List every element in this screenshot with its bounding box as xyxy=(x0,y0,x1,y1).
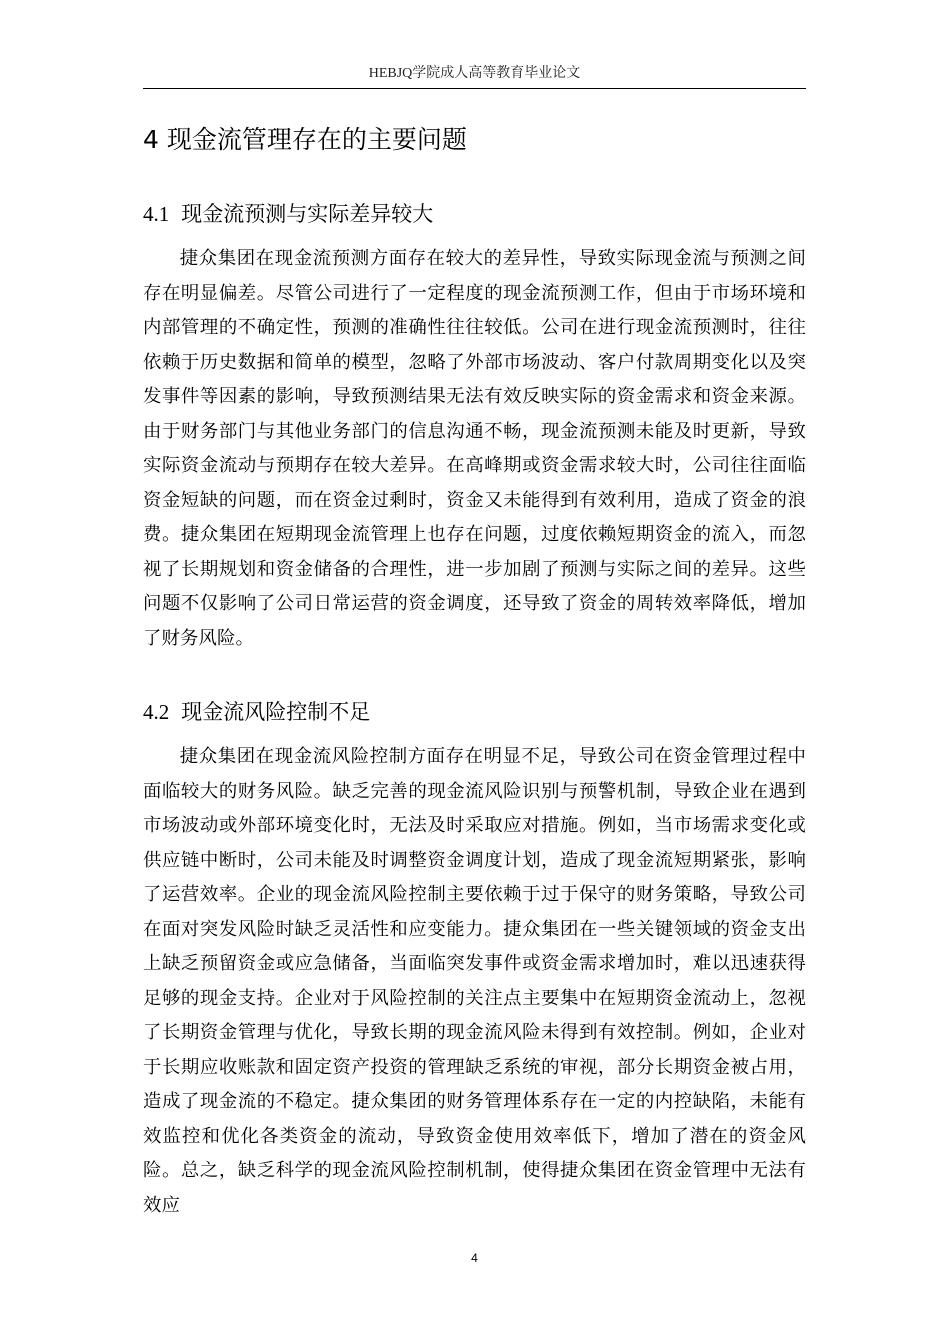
page-header: HEBJQ学院成人高等教育毕业论文 xyxy=(368,66,581,81)
section-heading-4-1 xyxy=(143,199,433,229)
section-4-2-paragraph: 捷众集团在现金流风险控制方面存在明显不足，导致公司在资金管理过程中面临较大的财务风险。缺乏完善的现金流风险识别与预警机制，导致企业在遇到市场波动或外部环境变化时，无法及时采取应对措施。例如，当市场需求变化或供应链中断时，公司未能及时调整资金调度计划，造成了现金流短期紧张，影响了运营效率。企业的现金流风险控制主要依赖于过于保守的财务策略，导致公司在面对突发风险时缺乏灵活性和应变能力。捷众集团在一些关键领域的资金支出上缺乏预留资金或应急储备，当面临突发事件或资金需求增加时，难以迅速获得足够的现金支持。企业对于风险控制的关注点主要集中在短期资金流动上，忽视了长期资金管理与优化，导致长期的现金流风险未得到有效控制。例如，企业对于长期应收账款和固定资产投资的管理缺乏系统的审视，部分长期资金被占用，造成了现金流的不稳定。捷众集团的财务管理体系存在一定的内控缺陷，未能有效监控和优化各类资金的流动，导致资金使用效率低下，增加了潜在的资金风险。总之，缺乏科学的现金流风险控制机制，使得捷众集团在资金管理中无法有效应 xyxy=(143,746,806,1216)
section-heading-4-2 xyxy=(143,697,370,727)
section-number: 4.1 xyxy=(143,202,170,226)
chapter-title: 4 现金流管理存在的主要问题 xyxy=(143,125,467,154)
section-number: 4.2 xyxy=(143,700,170,724)
section-title-text: 现金流风险控制不足 xyxy=(181,700,371,724)
section-title-text: 现金流预测与实际差异较大 xyxy=(181,202,434,226)
header-divider xyxy=(143,88,806,89)
section-4-1-paragraph: 捷众集团在现金流预测方面存在较大的差异性，导致实际现金流与预测之间存在明显偏差。尽管公司进行了一定程度的现金流预测工作，但由于市场环境和内部管理的不确定性，预测的准确性往往较低。公司在进行现金流预测时，往往依赖于历史数据和简单的模型，忽略了外部市场波动、客户付款周期变化以及突发事件等因素的影响，导致预测结果无法有效反映实际的资金需求和资金来源。由于财务部门与其他业务部门的信息沟通不畅，现金流预测未能及时更新，导致实际资金流动与预期存在较大差异。在高峰期或资金需求较大时，公司往往面临资金短缺的问题，而在资金过剩时，资金又未能得到有效利用，造成了资金的浪费。捷众集团在短期现金流管理上也存在问题，过度依赖短期资金的流入，而忽视了长期规划和资金储备的合理性，进一步加剧了预测与实际之间的差异。这些问题不仅影响了公司日常运营的资金调度，还导致了资金的周转效率降低，增加了财务风险。 xyxy=(143,248,806,649)
page-number: 4 xyxy=(471,1251,478,1265)
